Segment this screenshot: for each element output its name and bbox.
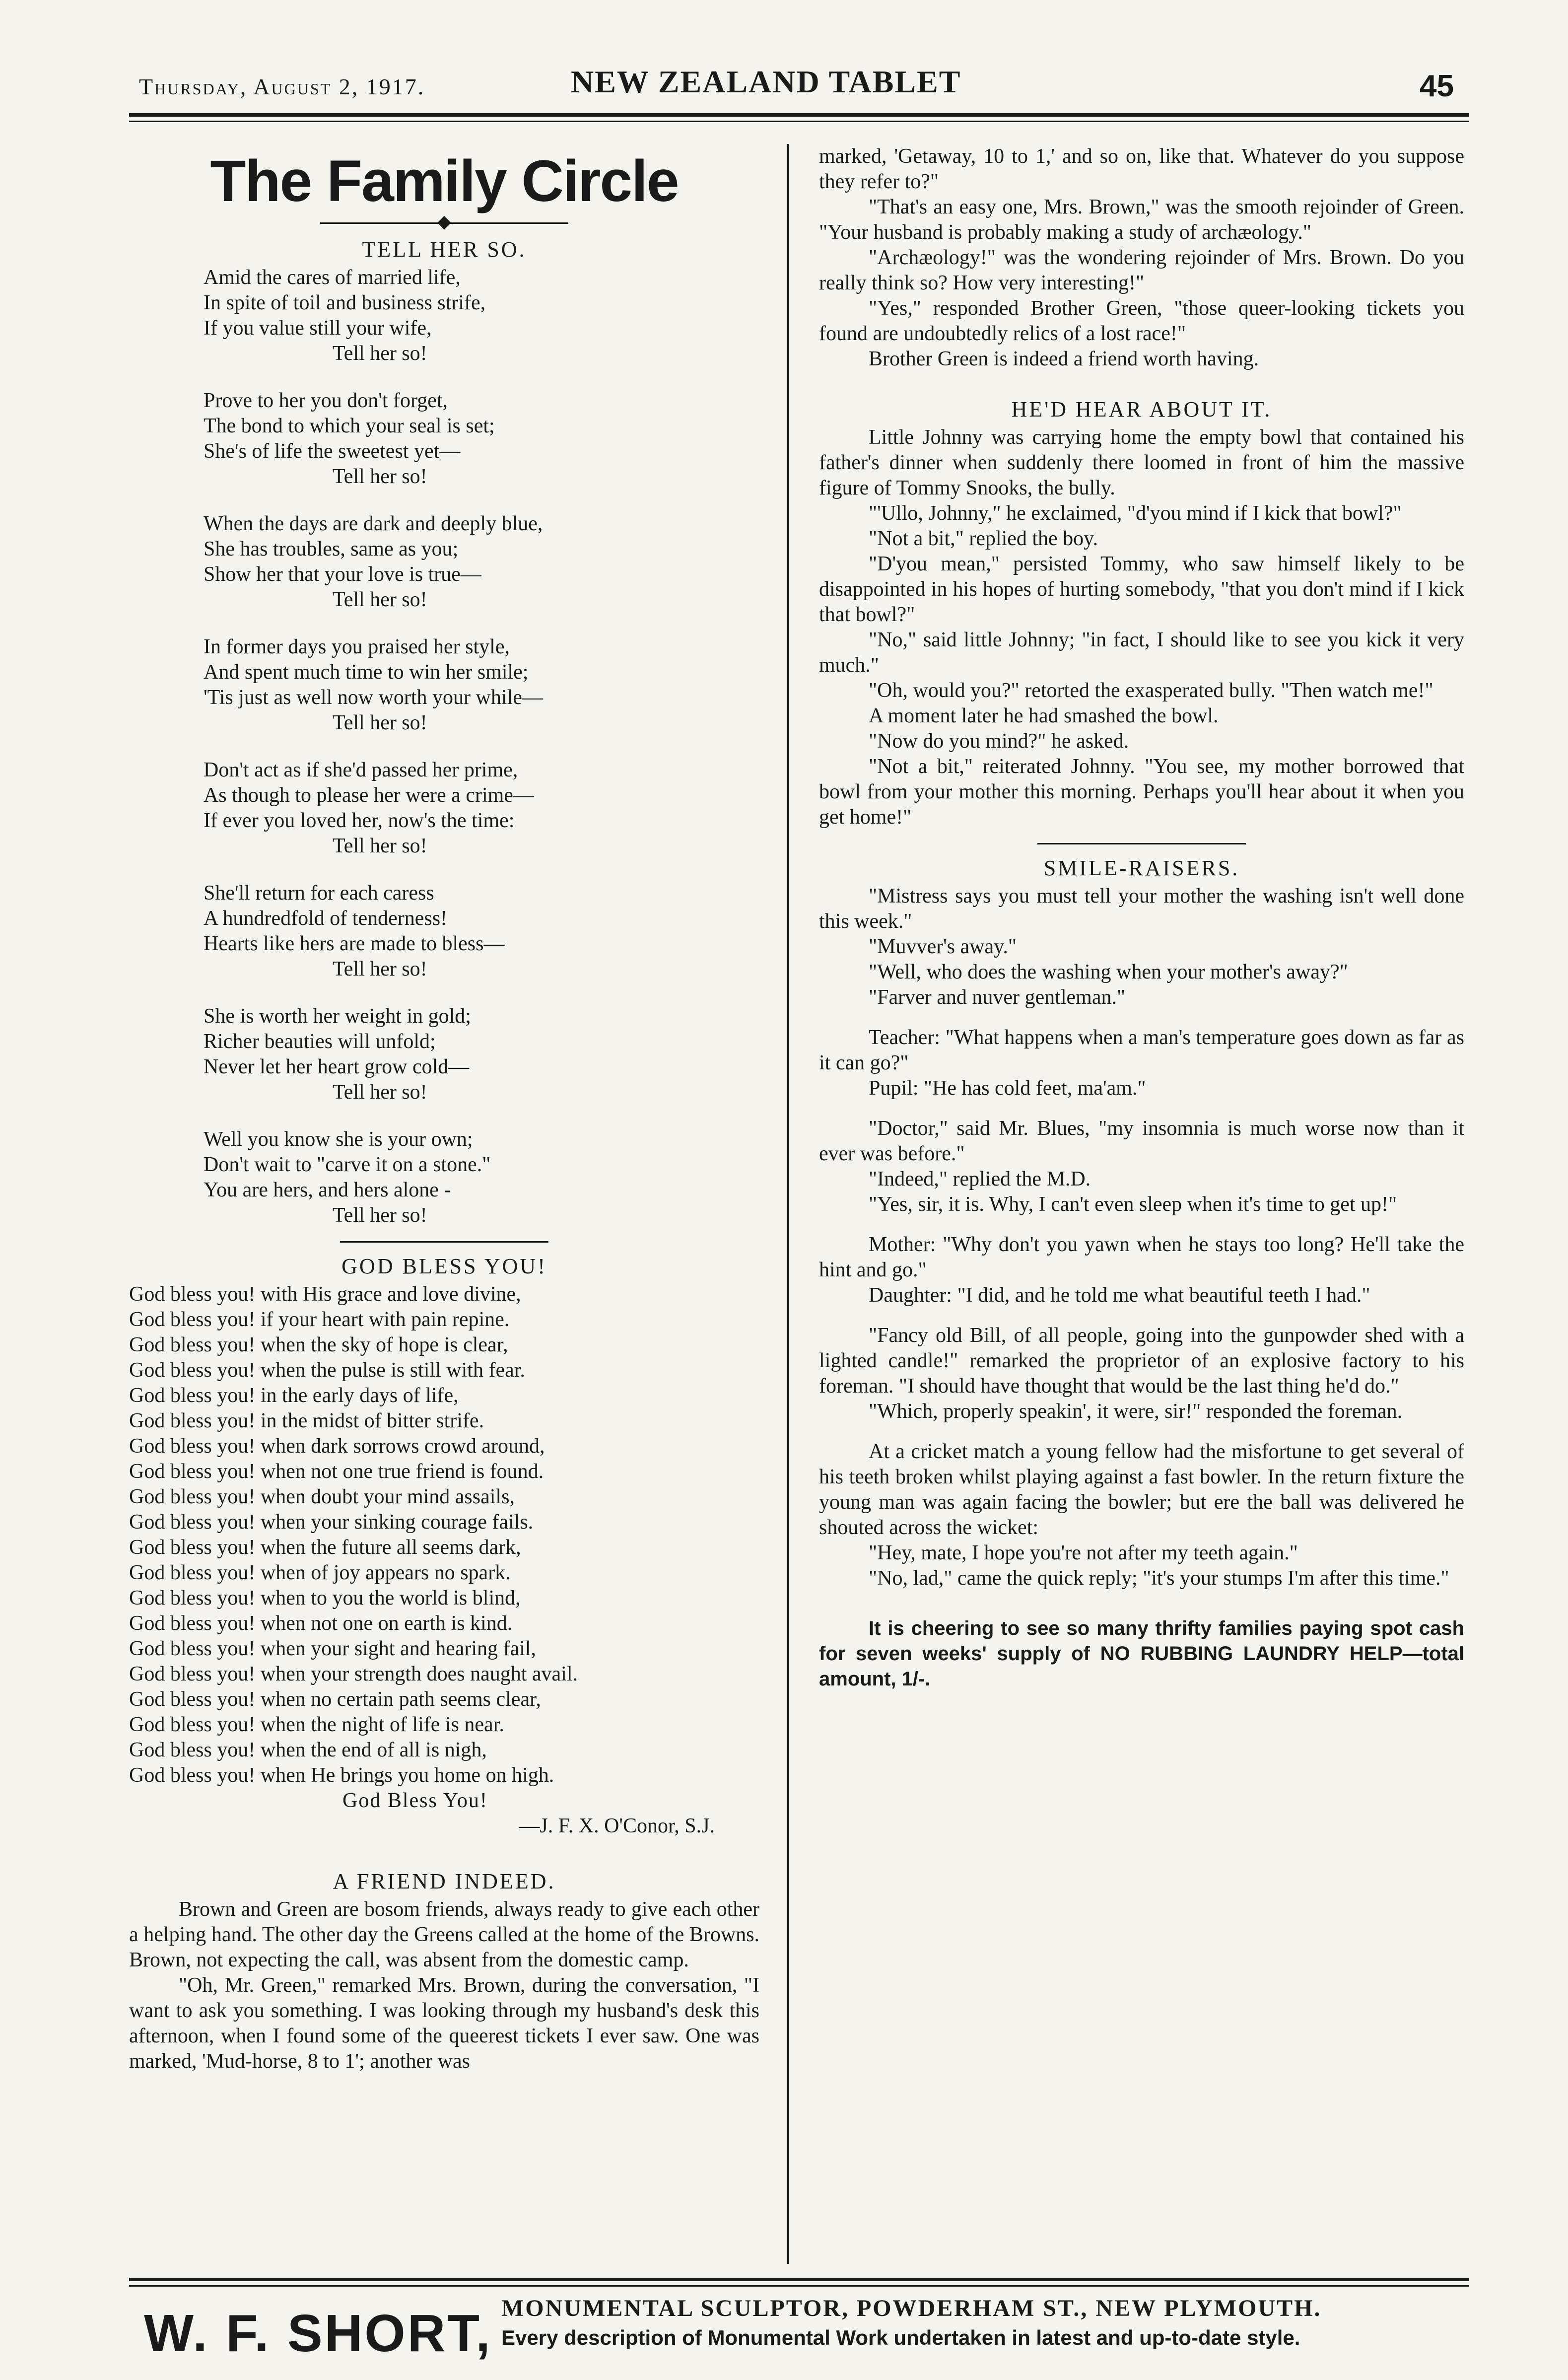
joke-paragraph: "Hey, mate, I hope you're not after my teeth again." xyxy=(869,1541,1298,1564)
poem-line: Show her that your love is true— xyxy=(204,563,481,586)
poem-line: She has troubles, same as you; xyxy=(204,538,459,560)
poem-line: She's of life the sweetest yet— xyxy=(204,440,461,463)
story-paragraph: "Archæology!" was the wondering rejoinder of Mrs. Brown. Do you really think so? How very interesting!" xyxy=(819,246,1464,294)
poem-line: God bless you! when the night of life is near. xyxy=(129,1713,504,1736)
advert-tagline: Every description of Monumental Work undertaken in latest and up-to-date style. xyxy=(501,2326,1300,2349)
poem-line: God bless you! in the early days of life, xyxy=(129,1384,459,1407)
poem-refrain: Tell her so! xyxy=(333,835,427,857)
story-paragraph: "Not a bit," reiterated Johnny. "You see, my mother borrowed that bowl from your mother this morning. Perhaps you'll hear about it when you get home!" xyxy=(819,755,1464,829)
poem-line: If you value still your wife, xyxy=(204,317,432,340)
right-column xyxy=(819,144,1464,1692)
joke-paragraph: At a cricket match a young fellow had the misfortune to get several of his teeth broken whilst playing against a fast bowler. In the return fixture the young man was again facing the bowler; but ere the ball was delivered he shouted across the wicket: xyxy=(819,1440,1464,1539)
poem-refrain: Tell her so! xyxy=(333,342,427,365)
joke-paragraph: "Farver and nuver gentleman." xyxy=(869,986,1126,1009)
poem-line: She'll return for each caress xyxy=(204,882,434,905)
joke-paragraph: "Well, who does the washing when your mother's away?" xyxy=(869,961,1348,983)
story-title-hed-hear: HE'D HEAR ABOUT IT. xyxy=(1011,397,1272,421)
poem-stanza xyxy=(204,1127,759,1228)
poem-line: God bless you! when your sight and hearing fail, xyxy=(129,1637,537,1660)
poem-line: God bless you! in the midst of bitter strife. xyxy=(129,1409,484,1432)
poem-line: Don't act as if she'd passed her prime, xyxy=(204,759,518,781)
spacer xyxy=(819,1308,1464,1323)
spacer xyxy=(819,1217,1464,1232)
poem-line: Richer beauties will unfold; xyxy=(204,1030,436,1053)
section-divider xyxy=(340,1241,548,1243)
story-paragraph: "Now do you mind?" he asked. xyxy=(869,730,1129,753)
poem-refrain: Tell her so! xyxy=(333,1204,427,1227)
joke-paragraph: "Yes, sir, it is. Why, I can't even sleep when it's time to get up!" xyxy=(869,1193,1397,1216)
story-paragraph: Little Johnny was carrying home the empty bowl that contained his father's dinner when suddenly there loomed in front of him the massive figure of Tommy Snooks, the bully. xyxy=(819,426,1464,499)
poem-line: God bless you! when the future all seems dark, xyxy=(129,1536,521,1559)
poem-stanza xyxy=(204,758,759,859)
poem-line: If ever you loved her, now's the time: xyxy=(204,809,515,832)
poem-line: A hundredfold of tenderness! xyxy=(204,907,448,930)
laundry-advert-note: It is cheering to see so many thrifty families paying spot cash for seven weeks' supply of NO RUBBING LAUNDRY HELP—total amount, 1/-. xyxy=(819,1617,1464,1690)
poem-stanza xyxy=(204,388,759,490)
poem-stanza xyxy=(204,881,759,982)
story-paragraph: "That's an easy one, Mrs. Brown," was the smooth rejoinder of Green. "Your husband is probably making a study of archæology." xyxy=(819,196,1464,244)
poem-tell-her-so xyxy=(129,265,759,1228)
spacer xyxy=(819,1010,1464,1025)
poem-line: God bless you! when your strength does naught avail. xyxy=(129,1663,578,1685)
poem-refrain: God Bless You! xyxy=(342,1789,488,1812)
poem-line: God bless you! with His grace and love divine, xyxy=(129,1283,521,1306)
header-rule-thin xyxy=(129,121,1469,122)
section-title-smile-raisers: SMILE-RAISERS. xyxy=(1043,856,1240,880)
header-rule-thick xyxy=(129,113,1469,117)
poem-line: God bless you! when no certain path seems clear, xyxy=(129,1688,541,1711)
joke-paragraph: Pupil: "He has cold feet, ma'am." xyxy=(869,1077,1146,1100)
poem-line: God bless you! when dark sorrows crowd around, xyxy=(129,1435,545,1458)
story-paragraph: A moment later he had smashed the bowl. xyxy=(869,704,1219,727)
poem-line: In former days you praised her style, xyxy=(204,635,510,658)
story-paragraph: "Oh, Mr. Green," remarked Mrs. Brown, during the conversation, "I want to ask you something. I was looking through my husband's desk this afternoon, when I found some of the queerest tickets I ever saw. One was marked, 'Mud-horse, 8 to 1'; another was xyxy=(129,1974,759,2073)
poem-line: God bless you! when of joy appears no spark. xyxy=(129,1561,511,1584)
story-paragraph: Brother Green is indeed a friend worth having. xyxy=(869,348,1259,370)
poem-line: When the days are dark and deeply blue, xyxy=(204,512,543,535)
joke-paragraph: "Doctor," said Mr. Blues, "my insomnia is much worse now than it ever was before." xyxy=(819,1117,1464,1165)
spacer xyxy=(819,1424,1464,1439)
poem-refrain: Tell her so! xyxy=(333,1081,427,1104)
joke-paragraph: "Mistress says you must tell your mother the washing isn't well done this week." xyxy=(819,885,1464,933)
poem-line: God bless you! when to you the world is blind, xyxy=(129,1587,521,1610)
poem-refrain: Tell her so! xyxy=(333,958,427,980)
joke-paragraph: "Fancy old Bill, of all people, going into the gunpowder shed with a lighted candle!" remarked the proprietor of an explosive factory to his foreman. "I should have thought that would be the last thing he'd do." xyxy=(819,1324,1464,1398)
poem-line: God bless you! when the sky of hope is clear, xyxy=(129,1333,508,1356)
poem-stanza xyxy=(204,511,759,613)
poem-line: She is worth her weight in gold; xyxy=(204,1005,471,1028)
poem-line: In spite of toil and business strife, xyxy=(204,291,486,314)
advertiser-name: W. F. SHORT, xyxy=(144,2304,492,2363)
poem-god-bless-you xyxy=(129,1282,759,1814)
poem-line: God bless you! when He brings you home on high. xyxy=(129,1764,554,1787)
ornament-divider xyxy=(320,222,568,224)
story-paragraph: "Oh, would you?" retorted the exasperated bully. "Then watch me!" xyxy=(869,679,1433,702)
page-number: 45 xyxy=(1420,69,1454,103)
poem-stanza xyxy=(204,265,759,366)
poem-line: Never let her heart grow cold— xyxy=(204,1055,470,1078)
poem-line: Don't wait to "carve it on a stone." xyxy=(204,1153,491,1176)
section-title: The Family Circle xyxy=(210,148,679,214)
poem-line: You are hers, and hers alone - xyxy=(204,1179,451,1201)
poem-line: Well you know she is your own; xyxy=(204,1128,473,1151)
story-paragraph: "No," said little Johnny; "in fact, I should like to see you kick it very much." xyxy=(819,629,1464,677)
poem-refrain: Tell her so! xyxy=(333,465,427,488)
left-column xyxy=(129,149,759,2074)
poem-line: Hearts like hers are made to bless— xyxy=(204,932,505,955)
poem-line: God bless you! when doubt your mind assails, xyxy=(129,1485,515,1508)
poem-line: Amid the cares of married life, xyxy=(204,266,461,289)
poem-title-god-bless-you: GOD BLESS YOU! xyxy=(341,1254,547,1278)
joke-paragraph: Daughter: "I did, and he told me what beautiful teeth I had." xyxy=(869,1284,1370,1307)
poem-line: God bless you! when the pulse is still with fear. xyxy=(129,1359,525,1382)
section-divider xyxy=(1037,843,1246,844)
joke-paragraph: "Which, properly speakin', it were, sir!" responded the foreman. xyxy=(869,1400,1403,1423)
poem-refrain: Tell her so! xyxy=(333,711,427,734)
joke-paragraph: Teacher: "What happens when a man's temperature goes down as far as it can go?" xyxy=(819,1026,1464,1074)
poem-author: —J. F. X. O'Conor, S.J. xyxy=(519,1815,715,1837)
story-paragraph: marked, 'Getaway, 10 to 1,' and so on, like that. Whatever do you suppose they refer to?" xyxy=(819,145,1464,193)
poem-line: God bless you! if your heart with pain repine. xyxy=(129,1308,510,1331)
spacer xyxy=(819,372,1464,397)
story-paragraph: "D'you mean," persisted Tommy, who saw himself likely to be disappointed in his hopes of hurting somebody, "that you don't mind if I kick that bowl?" xyxy=(819,553,1464,626)
poem-line: 'Tis just as well now worth your while— xyxy=(204,686,543,709)
story-paragraph: Brown and Green are bosom friends, always ready to give each other a helping hand. The other day the Greens called at the home of the Browns. Brown, not expecting the call, was absent from the domestic camp. xyxy=(129,1898,759,1971)
poem-line: As though to please her were a crime— xyxy=(204,784,534,807)
poem-stanza xyxy=(204,634,759,736)
column-divider xyxy=(787,144,789,2264)
poem-line: The bond to which your seal is set; xyxy=(204,415,495,437)
issue-date: Thursday, August 2, 1917. xyxy=(139,74,425,99)
footer-rule-thin xyxy=(129,2285,1469,2287)
joke-paragraph: Mother: "Why don't you yawn when he stays too long? He'll take the hint and go." xyxy=(819,1233,1464,1281)
poem-refrain: Tell her so! xyxy=(333,588,427,611)
poem-line: God bless you! when the end of all is nigh, xyxy=(129,1739,487,1761)
story-paragraph: "'Ullo, Johnny," he exclaimed, "d'you mind if I kick that bowl?" xyxy=(869,502,1402,525)
advert-headline: MONUMENTAL SCULPTOR, POWDERHAM ST., NEW PLYMOUTH. xyxy=(501,2295,1322,2321)
poem-line: Prove to her you don't forget, xyxy=(204,389,448,412)
poem-title-tell-her-so: TELL HER SO. xyxy=(362,237,527,262)
poem-line: God bless you! when your sinking courage fails. xyxy=(129,1511,534,1534)
joke-paragraph: "Muvver's away." xyxy=(869,935,1017,958)
poem-line: God bless you! when not one on earth is kind. xyxy=(129,1612,513,1635)
story-paragraph: "Not a bit," replied the boy. xyxy=(869,527,1098,550)
poem-line: And spent much time to win her smile; xyxy=(204,661,529,684)
story-paragraph: "Yes," responded Brother Green, "those queer-looking tickets you found are undoubtedly relics of a lost race!" xyxy=(819,297,1464,345)
masthead-title: NEW ZEALAND TABLET xyxy=(571,64,961,99)
poem-stanza xyxy=(204,1004,759,1105)
story-title-friend-indeed: A FRIEND INDEED. xyxy=(333,1869,556,1893)
spacer xyxy=(819,1101,1464,1116)
joke-paragraph: "Indeed," replied the M.D. xyxy=(869,1168,1091,1190)
poem-line: God bless you! when not one true friend is found. xyxy=(129,1460,544,1483)
joke-paragraph: "No, lad," came the quick reply; "it's your stumps I'm after this time." xyxy=(869,1567,1449,1590)
footer-rule-thick xyxy=(129,2278,1469,2281)
spacer xyxy=(819,1591,1464,1616)
